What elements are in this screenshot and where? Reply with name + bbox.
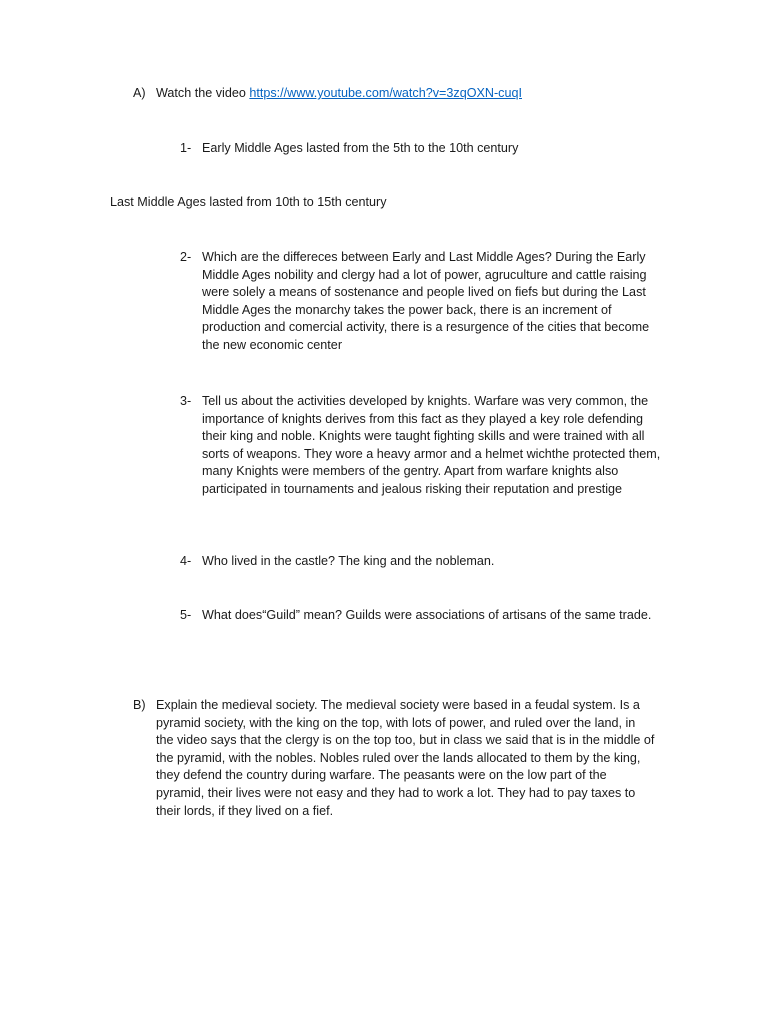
section-a-marker: A) <box>133 86 146 100</box>
question-2 <box>180 249 662 355</box>
question-2-text: Which are the differeces between Early and Last Middle Ages? During the Early Middle Ages nobility and clergy had a lot of power, agruculture and cattle raising were solely a means of sostenance and people lived on fiefs but during the Last Middle Ages the monarchy takes the power back, there is an increment of production and comercial activity, there is a resurgence of the cities that become the new economic center <box>202 250 650 352</box>
question-3-text: Tell us about the activities developed by knights. Warfare was very common, the importance of knights derives from this fact as they played a key role defending their king and noble. Knights were taught fighting skills and were trained with all sorts of weapons. They wore a heavy armor and a helmet wichthe protected them, many Knights were members of the gentry. Apart from warfare knights also participated in tournaments and jealous risking their reputation and prestige <box>202 394 661 496</box>
last-middle-ages-line: Last Middle Ages lasted from 10th to 15th century <box>110 195 387 209</box>
question-5-marker: 5- <box>180 608 192 622</box>
section-b-text: Explain the medieval society. The medieval society were based in a feudal system. Is a pyramid society, with the king on the top, with lots of power, and ruled over the land, in the video says that the clergy is on the top too, but in class we said that is in the middle of the pyramid, with the nobles. Nobles ruled over the lands allocated to them by the king, they defend the country during warfare. The peasants were on the low part of the pyramid, their lives were not easy and they had to work a lot. They had to pay taxes to their lords, if they lived on a fief. <box>156 698 655 818</box>
question-1-text: Early Middle Ages lasted from the 5th to the 10th century <box>202 141 519 155</box>
video-link[interactable]: https://www.youtube.com/watch?v=3zqOXN-cuqI <box>249 86 522 100</box>
question-1-marker: 1- <box>180 141 192 155</box>
section-a-prefix: Watch the video <box>156 86 250 100</box>
question-4-marker: 4- <box>180 554 192 568</box>
question-2-marker: 2- <box>180 250 192 264</box>
section-a-text <box>156 85 676 103</box>
section-b <box>133 697 656 820</box>
question-4 <box>180 553 662 571</box>
section-b-marker: B) <box>133 698 146 712</box>
question-3 <box>180 393 662 499</box>
question-3-marker: 3- <box>180 394 192 408</box>
question-5 <box>180 607 662 625</box>
question-4-text: Who lived in the castle? The king and the nobleman. <box>202 554 495 568</box>
question-1 <box>180 140 662 158</box>
question-5-text: What does“Guild” mean? Guilds were associations of artisans of the same trade. <box>202 608 652 622</box>
section-a <box>133 85 676 103</box>
